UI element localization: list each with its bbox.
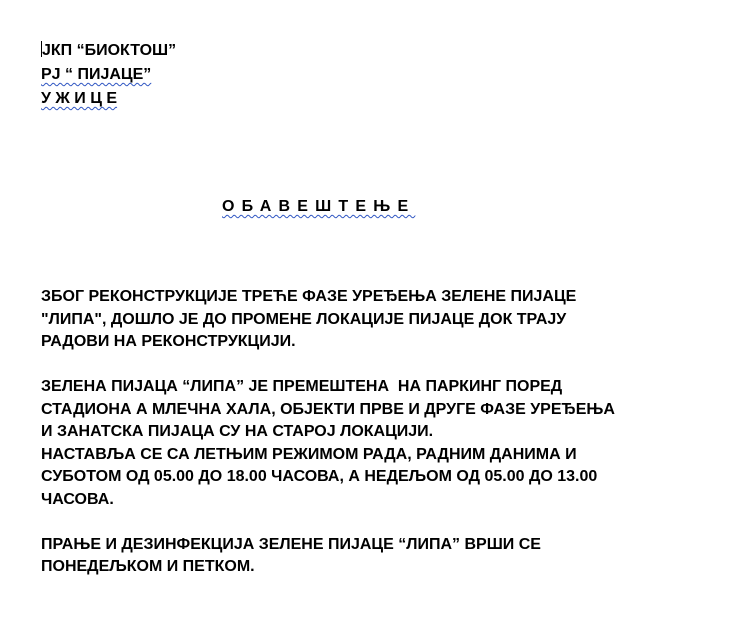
- paragraph-line: "ЛИПА", ДОШЛО ЈЕ ДО ПРОМЕНЕ ЛОКАЦИЈЕ ПИЈАЦЕ ДОК ТРАЈУ: [41, 310, 567, 328]
- paragraph-line: ЗЕЛЕНА ПИЈАЦА “ЛИПА” ЈЕ ПРЕМЕШТЕНА НА ПАРКИНГ ПОРЕД: [41, 378, 563, 395]
- paragraph-line: НАСТАВЉА СЕ СА ЛЕТЊИМ РЕЖИМОМ РАДА, РАДНИМ ДАНИМА И: [41, 445, 577, 463]
- organization-header: [41, 39, 176, 111]
- header-company-text: ЈКП “БИОКТОШ”: [42, 42, 177, 59]
- paragraph-line: РАДОВИ НА РЕКОНСТРУКЦИЈИ.: [41, 333, 296, 350]
- paragraph-line: ПРАЊЕ И ДЕЗИНФЕКЦИЈА ЗЕЛЕНЕ ПИЈАЦЕ “ЛИПА” ВРШИ СЕ: [41, 535, 541, 553]
- paragraph-line: ЧАСОВА.: [41, 490, 114, 508]
- paragraph-line: ЗБОГ РЕКОНСТРУКЦИЈЕ ТРЕЋЕ ФАЗЕ УРЕЂЕЊА ЗЕЛЕНЕ ПИЈАЦЕ: [41, 288, 577, 305]
- notice-title: [222, 198, 415, 216]
- paragraph-spacer: [41, 511, 731, 534]
- paragraph-line: И ЗАНАТСКА ПИЈАЦА СУ НА СТАРОЈ ЛОКАЦИЈИ.: [41, 423, 434, 440]
- paragraph-line: ПОНЕДЕЉКОМ И ПЕТКОМ.: [41, 558, 255, 575]
- paragraph-3: [41, 534, 731, 579]
- paragraph-1: [41, 286, 731, 354]
- notice-body: [41, 286, 731, 579]
- paragraph-line: СУБОТОМ ОД 05.00 ДО 18.00 ЧАСОВА, А НЕДЕЉОМ ОД 05.00 ДО 13.00: [41, 468, 598, 485]
- paragraph-2: [41, 376, 731, 511]
- header-line-unit: РЈ “ ПИЈАЦЕ”: [41, 66, 152, 83]
- paragraph-line: СТАДИОНА А МЛЕЧНА ХАЛА, ОБЈЕКТИ ПРВЕ И ДРУГЕ ФАЗЕ УРЕЂЕЊА: [41, 400, 615, 418]
- notice-title-text: ОБАВЕШТЕЊЕ: [222, 198, 416, 215]
- paragraph-spacer: [41, 354, 731, 377]
- header-line-company: [41, 39, 176, 63]
- header-line-city: У Ж И Ц Е: [41, 90, 118, 107]
